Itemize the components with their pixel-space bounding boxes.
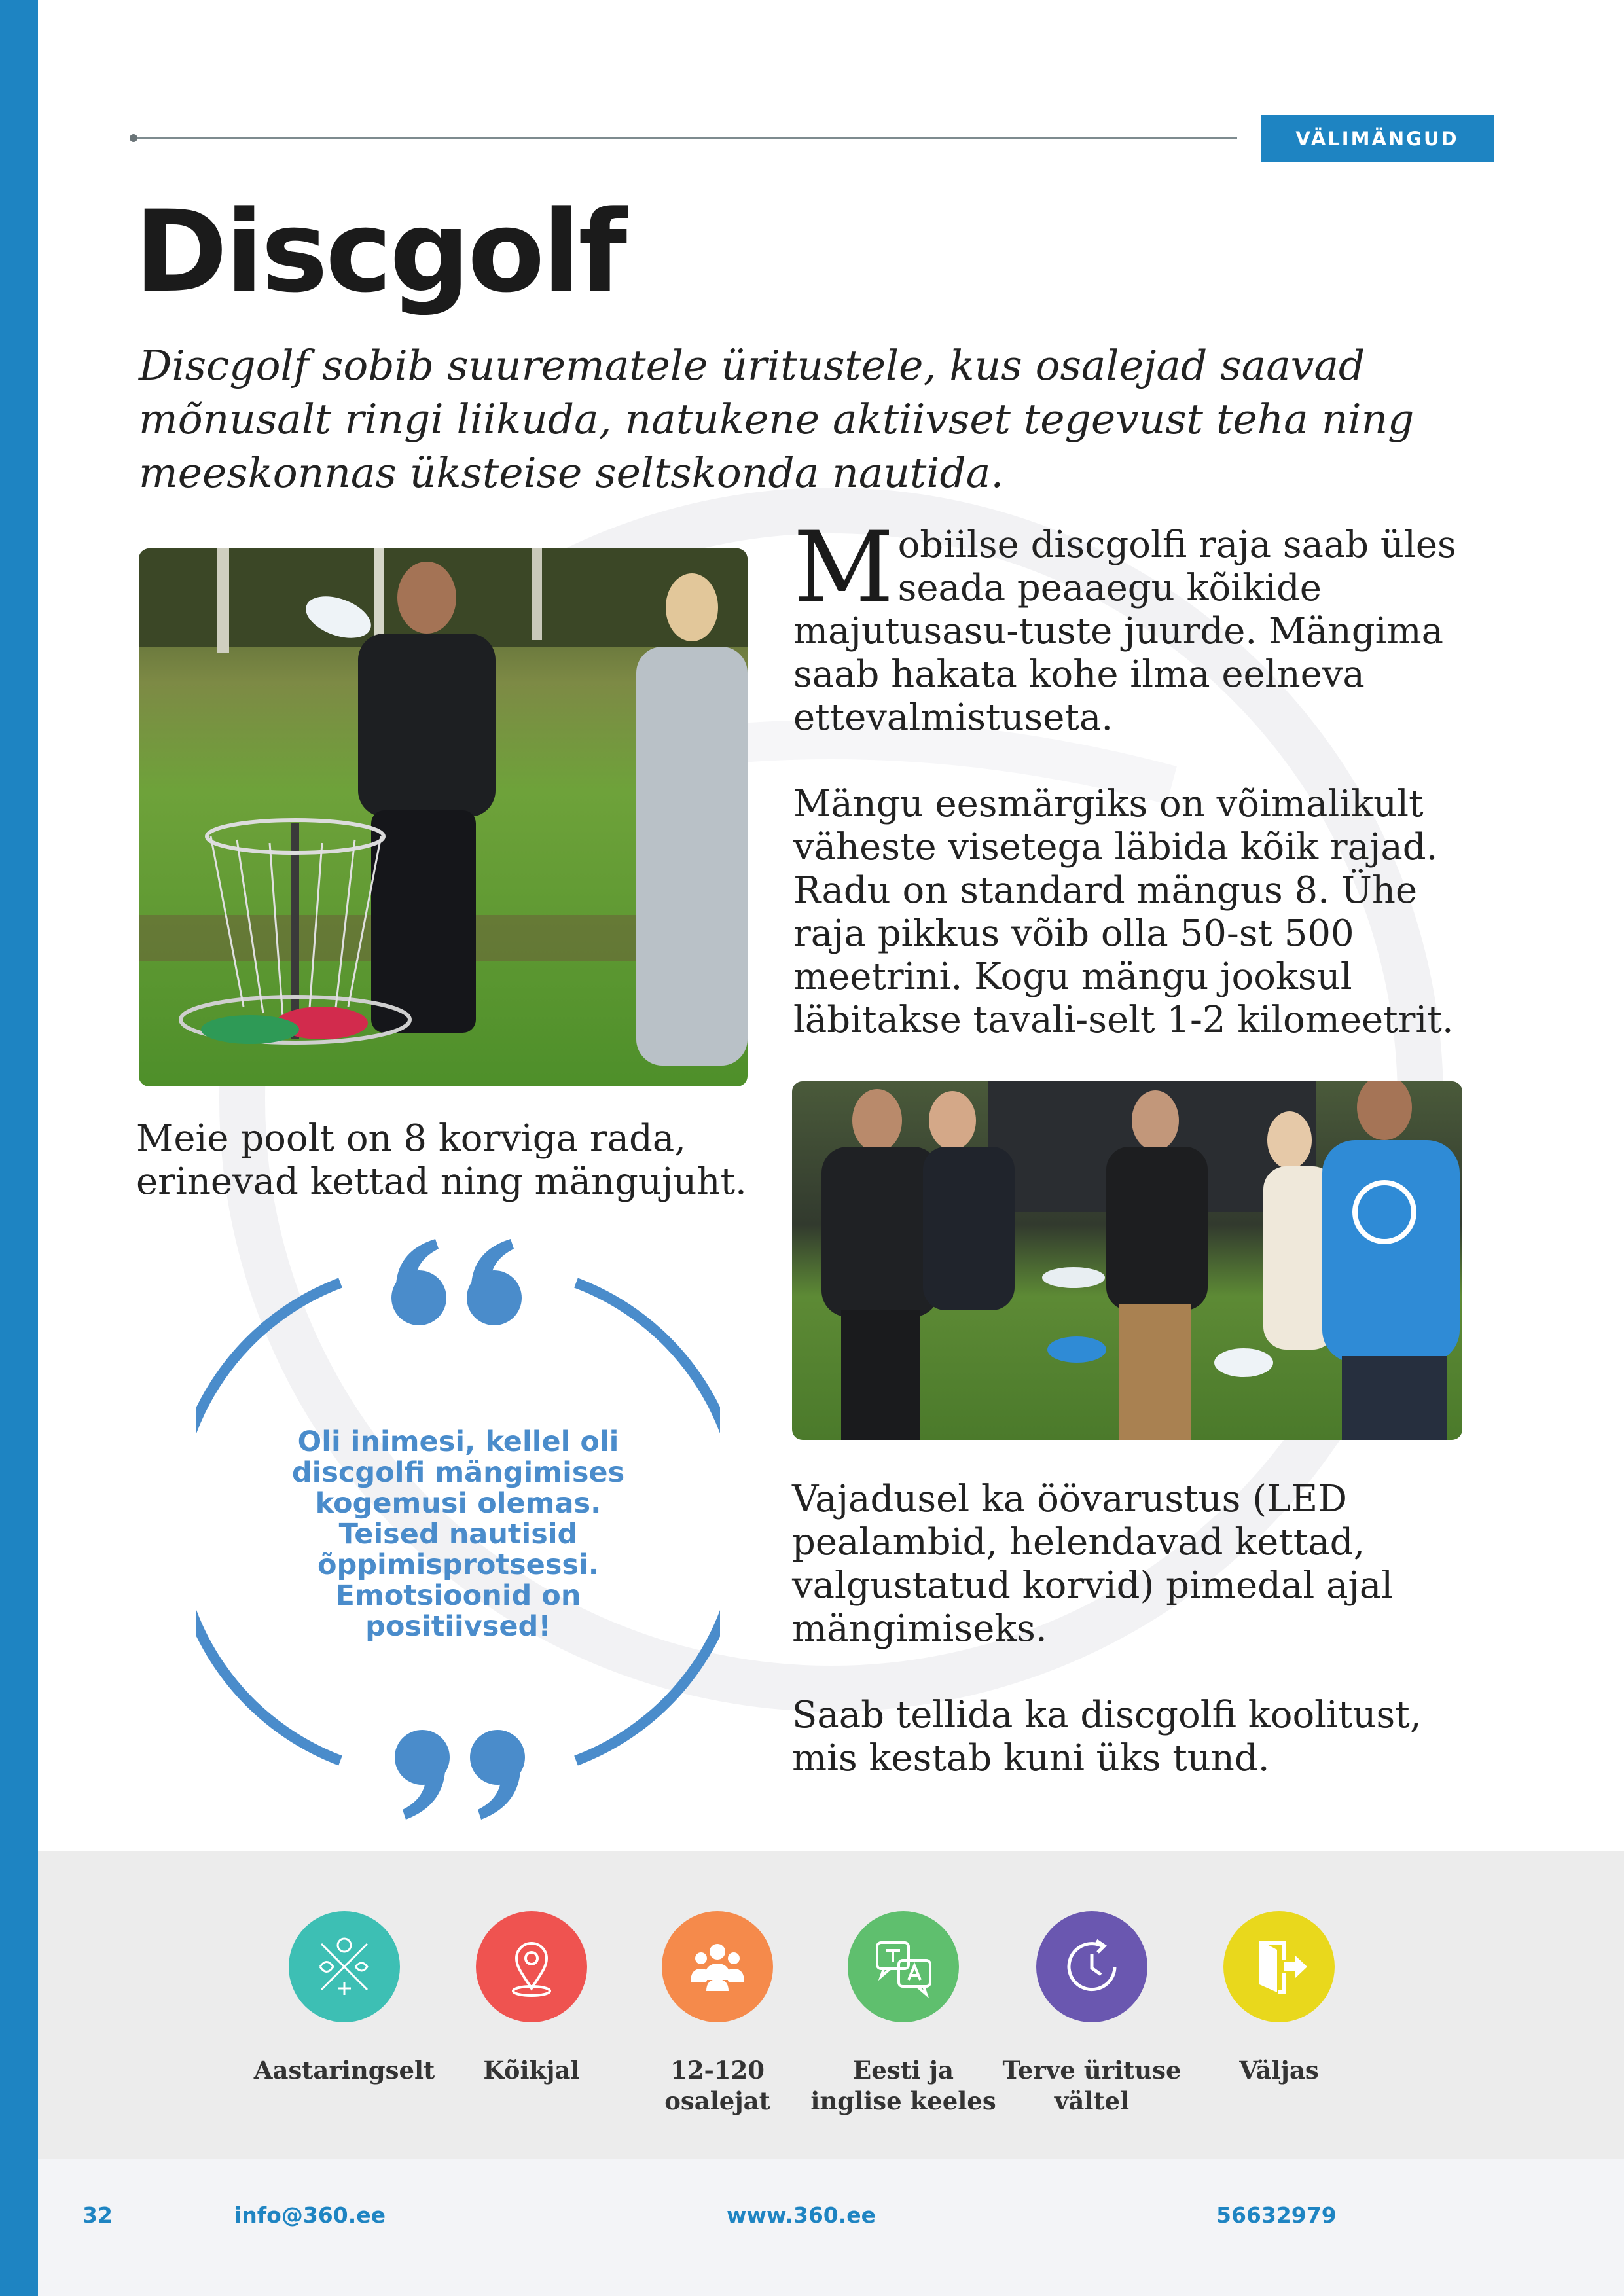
header-rule [131,137,1237,139]
feature-year-round [246,1911,442,2086]
body-paragraph-3: Vajadusel ka öövarustus (LED pealambid, helendavad kettad, valgustatud korvid) pimedal ajal mängimiseks. [792,1478,1394,1650]
open-quote-icon [383,1236,533,1327]
close-quote-icon [383,1728,533,1826]
feature-duration [994,1911,1190,2117]
feature-label: Väljas [1239,2056,1319,2085]
location-pin-icon [476,1911,587,2022]
intro-text [793,511,1487,1042]
page-title: Discgolf [134,186,625,317]
exit-door-icon [1223,1911,1335,2022]
section-tag: VÄLIMÄNGUD [1261,115,1494,162]
footer-email-link[interactable]: info@360.ee [234,2202,386,2228]
testimonial-quote: Oli inimesi, kellel oli discgolfi mängimises kogemusi olemas. Teised nautisid õppimisprotsessi. Emotsioonid on positiivsed! [291,1426,625,1643]
footer-phone[interactable]: 56632979 [1216,2202,1337,2228]
body-paragraph-2: Mängu eesmärgiks on võimalikult väheste visetega läbida kõik rajad. Radu on standard mängus 8. Ühe raja pikkus võib olla 50-st 500 meetrini. Kogu mängu jooksul läbitakse tavali-selt 1-2 kilomeetrit. [793,783,1454,1041]
feature-label: Eesti ja inglise keeles [810,2056,996,2115]
page-number: 32 [82,2202,113,2228]
feature-outdoors [1181,1911,1377,2086]
feature-label: Terve ürituse vältel [1002,2056,1182,2115]
group-icon [662,1911,773,2022]
seasons-icon [289,1911,400,2022]
extras-text [792,1478,1479,1780]
feature-label: 12-120 osalejat [664,2056,770,2115]
feature-label: Aastaringselt [253,2056,435,2085]
group-players-photo [792,1081,1462,1440]
header-rule-dot [130,134,137,142]
photo-caption: Meie poolt on 8 korviga rada, erinevad kettad ning mängujuht. [136,1117,747,1203]
language-icon [848,1911,959,2022]
clock-icon [1036,1911,1147,2022]
lead-paragraph: Discgolf sobib suurematele üritustele, kus osalejad saavad mõnusalt ringi liikuda, natukene aktiivset tegevust teha ning meeskonnas üksteise seltskonda nautida. [139,342,1415,497]
feature-participants [619,1911,816,2117]
feature-languages [805,1911,1001,2117]
discgolf-basket-photo [139,548,748,1086]
body-paragraph-4: Saab tellida ka discgolfi koolitust, mis kestab kuni üks tund. [792,1694,1422,1780]
dropcap: M [793,511,894,625]
feature-anywhere [433,1911,630,2086]
feature-label: Kõikjal [483,2056,580,2085]
footer-website-link[interactable]: www.360.ee [727,2202,876,2228]
body-paragraph-1: obiilse discgolfi raja saab üles seada peaaegu kõikide majutusasu-tuste juurde. Mängima saab hakata kohe ilma eelneva ettevalmistuseta. [793,524,1456,739]
side-accent-bar [0,0,38,2296]
